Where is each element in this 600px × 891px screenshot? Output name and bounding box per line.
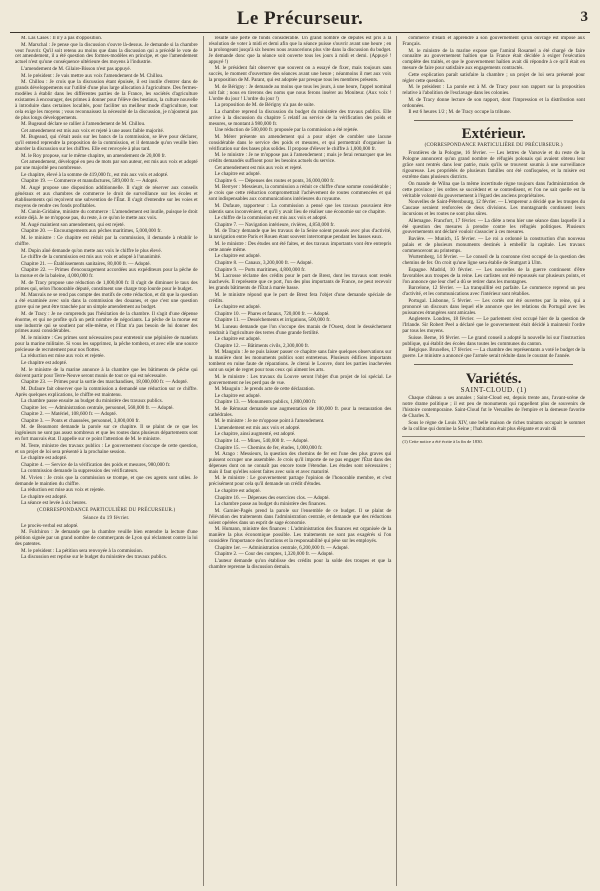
article-paragraph: M. le ministre : Je ne m'oppose pas à l'amendement ; mais je ferai remarquer que les crédits demandés suffisent pour les besoins actuels du service. bbox=[208, 152, 392, 165]
article-paragraph: Le procès-verbal est adopté. bbox=[21, 522, 79, 529]
article-paragraph: Chapitre 6. — Dépenses des routes et ponts, 36,000,000 fr. bbox=[214, 177, 335, 184]
article-paragraph: M. Berryer : Messieurs, la commission a réduit ce chiffre d'une somme considérable ; je crois que cette réduction compromettrait l'achèvement de routes commencées et qui sont indispensables aux communications intérieures du royaume. bbox=[208, 184, 392, 203]
article-paragraph: Le chapitre est adopté. bbox=[214, 171, 261, 178]
article-paragraph: La chambre reprend la discussion du budget du ministère des travaux publics. Elle arrive à la discussion du chapitre 5 relatif au service de la vérification des poids et mesures, se montant à 980,000 fr. bbox=[208, 108, 392, 127]
article-paragraph: Barcelone, 12 février. — La tranquillité est parfaite. Le commerce reprend un peu d'activité, et les communications avec l'intérieur sont rétablies. bbox=[402, 285, 586, 298]
article-paragraph: Cet amendement est mis aux voix et rejeté à une assez faible majorité. bbox=[21, 127, 164, 134]
article-paragraph: Frontières de la Pologne, 16 février. — Les lettres de Varsovie et du reste de la Pologne annoncent qu'un grand nombre de réfugiés polonais qui avaient obtenu leur grâce sont rentrés dans leur patrie, mais qu'ils se trouvent soumis à une surveillance rigoureuse. Les propriétés de plusieurs familles ont été confisquées, et la misère est extrême dans plusieurs districts. bbox=[402, 150, 586, 181]
article-paragraph: La discussion est reprise sur le budget du ministère des travaux publics. bbox=[21, 554, 167, 561]
article-paragraph: Le chapitre est adopté. bbox=[21, 455, 68, 462]
article-paragraph: Chapitre 1er. — Administration centrale, 6,200,000 fr. — Adopté. bbox=[214, 544, 349, 551]
article-paragraph: M. le président : Je vais mettre aux voix l'amendement de M. Chillou. bbox=[21, 72, 164, 79]
article-paragraph: La proposition de M. de Bérigny n'a pas de suite. bbox=[214, 102, 315, 109]
article-paragraph: Cet amendement est mis aux voix et rejeté. bbox=[214, 164, 303, 171]
article-paragraph: Le chapitre est adopté. bbox=[214, 253, 261, 260]
article-paragraph: Chapitre 13. — Monuments publics, 1,800,000 fr. bbox=[214, 399, 317, 406]
article-paragraph: Angleterre. Londres, 18 février. — Le parlement s'est occupé hier de la question de l'Irlande. Sir Robert Peel a déclaré que le gouvernement était décidé à maintenir l'ordre par tous les moyens. bbox=[402, 316, 586, 335]
article-paragraph: M. le président : La parole est à M. de Tracy pour son rapport sur la proposition relative à l'abolition de l'esclavage dans les colonies. bbox=[402, 84, 586, 97]
column-right bbox=[396, 36, 590, 886]
article-paragraph: M. Dupin aîné demande qu'on mette aux voix le chiffre le plus élevé. bbox=[21, 247, 162, 254]
article-paragraph: L'auteur demande qu'on établisse des crédits pour la solde des troupes et que la chambre reprenne la discussion demain. bbox=[208, 557, 392, 570]
article-paragraph: M. Augé propose une disposition additionnelle. Il s'agit de réserver aux conseils généraux et aux chambres de commerce le droit de surveillance sur les écoles et établissements qui reçoivent une subvention de l'État. Il s'agit d'entendre sur les voies et moyens de rendre ces fonds profitables. bbox=[15, 185, 198, 209]
article-paragraph: Chapitre 4. — Service de la vérification des poids et mesures, 980,000 fr. bbox=[21, 461, 171, 468]
article-paragraph: Le chapitre est adopté. bbox=[214, 392, 261, 399]
article-paragraph: La chambre passe ensuite au budget du ministère des travaux publics. bbox=[21, 398, 163, 405]
article-paragraph: M. de Bérigny : Je demande au moins que tous les jours, à une heure, l'appel nominal soit fait ; nous en tirerons des noms que nous ferons insérer au Moniteur. (Aux voix ! L'ordre du jour ! L'ordre du jour !) bbox=[208, 83, 392, 102]
exterieur-subheading: (CORRESPONDANCE PARTICULIÈRE DU PRÉCURSEUR.) bbox=[424, 143, 563, 149]
article-paragraph: Chapitre 20. — Encouragements aux pêches maritimes, 5,000,000 fr. bbox=[21, 228, 162, 235]
article-paragraph: M. Dufaure fait observer que la commission a demandé une réduction sur ce chiffre. Après quelques explications, le chiffre est maintenu. bbox=[15, 385, 198, 398]
article-paragraph: La réduction est mise aux voix et rejetée. bbox=[21, 487, 105, 494]
section-divider bbox=[414, 120, 573, 121]
column-middle bbox=[203, 36, 397, 886]
masthead bbox=[10, 6, 590, 33]
article-paragraph: Cet amendement, développé en peu de mots par son auteur, est mis aux voix et adopté par une majorité peu nombreuse. bbox=[15, 159, 198, 172]
article-paragraph: On mande de Wilna que la même incertitude règne toujours dans l'administration de cette province ; les ordres se succèdent et se contredisent, et l'on ne sait quelle est la véritable volonté du gouvernement à l'égard des anciens propriétaires. bbox=[402, 180, 586, 199]
article-paragraph: M. Teste, ministre des travaux publics : Le gouvernement s'occupe de cette question, et un projet de loi sera présenté à la prochaine session. bbox=[15, 442, 198, 455]
newspaper-title: Le Précurseur. bbox=[236, 8, 364, 29]
article-paragraph: Le chapitre est adopté. bbox=[214, 304, 261, 311]
article-paragraph: Espagne. Madrid, 10 février. — Les nouvelles de la guerre continuent d'être favorables aux troupes de la reine. Les carlistes ont été repoussés sur plusieurs points, et l'on annonce que leur chef a dû se retirer dans les montagnes. bbox=[402, 266, 586, 285]
article-paragraph: Chapitre 16. — Dépenses des exercices clos. — Adopté. bbox=[214, 494, 330, 501]
article-paragraph: Chapitre 11. — Dessèchements et irrigations, 500,000 fr. bbox=[214, 317, 331, 324]
article-paragraph: Une réduction de 500,000 fr. proposée par la commission a été rejetée. bbox=[214, 127, 359, 134]
article-paragraph: Chapitre 15. — Chemins de fer, études, 1,000,000 fr. bbox=[214, 444, 323, 451]
article-paragraph: Chapitre 2. — Cour des comptes, 1,320,000 fr. — Adopté. bbox=[214, 551, 334, 558]
article-paragraph: M. Vivien : Je crois que la commission se trompe, et que ces agents sont utiles. Je demande le maintien du chiffre. bbox=[15, 474, 198, 487]
article-paragraph: Le chapitre, élevé à la somme de 419,000 fr., est mis aux voix et adopté. bbox=[21, 171, 169, 178]
article-paragraph: M. le ministre : Des études ont été faites, et des travaux importants vont être entrepris cette année même. bbox=[208, 240, 392, 253]
article-paragraph: M. Marschal : Je pense que la discussion s'ouvre là-dessus. Je demande si la chambre veut l'ouvrir. Qu'il soit retenu au moins que dans la discussion qui a précédé le vote de cet amendement, il a été question des formes-modèles en principe, et que l'amendement actuel n'est qu'une conséquence ultérieure des moyens à l'industrie. bbox=[15, 41, 198, 66]
article-paragraph: Chapitre 7. — Navigation intérieure, rivières, 4,850,000 fr. bbox=[214, 221, 335, 228]
article-paragraph: Chapitre 1er. — Administration centrale, personnel, 568,000 fr. — Adopté. bbox=[21, 404, 174, 411]
article-paragraph: Chapitre 2. — Matériel, 108,600 fr. — Adopté. bbox=[21, 411, 117, 418]
article-paragraph: M. Chillou : Je crois que la discussion étant épuisée, il est inutile d'entrer dans de grands développements sur l'utilité d'une plus large allocation à l'agriculture. Des fermes-modèles à établir dans les différentes parties de la France, les sociétés d'agriculture existantes à encourager, des primes à donner pour l'élève des bestiaux, la culture nouvelle à introduire dans certaines localités, pour faciliter un meilleur mode d'agriculture, tout cela exige les moyens ; vous reconnaissez la nécessité de la discussion, je n'ajouterai pas de plus longs développements. bbox=[15, 79, 198, 121]
article-paragraph: M. Lacrosse réclame des crédits pour le port de Brest, dont les travaux sont restés inachevés. Il représente que ce port, l'un des plus importants de France, ne peut recevoir les grands bâtiments de l'État à marée basse. bbox=[208, 273, 392, 291]
article-paragraph: Chapitre 23. — Primes pour la sortie des marchandises, 18,000,000 fr. — Adopté. bbox=[21, 379, 188, 386]
article-paragraph: M. le Roy propose, sur le même chapitre, un amendement de 20,000 fr. bbox=[21, 152, 166, 159]
article-paragraph: M. Mauguin : Je prends acte de cette déclaration. bbox=[214, 386, 315, 393]
article-paragraph: La réduction est mise aux voix et rejetée. bbox=[21, 353, 105, 360]
article-paragraph: M. Las Cases : Il n'y a pas d'opposition. bbox=[21, 36, 103, 41]
article-paragraph: M. le ministre : Je ne m'oppose point à l'amendement. bbox=[214, 418, 325, 425]
article-paragraph: M. Humann, ministre des finances : L'administration des finances est organisée de la manière la plus économique possible. Les traitements ne sont pas exagérés si l'on considère l'importance des fonctions et la responsabilité qui pèse sur les employés. bbox=[208, 526, 392, 544]
page-number: 3 bbox=[580, 9, 588, 25]
article-paragraph: M. de Beaumont demande la parole sur ce chapitre. Il se plaint de ce que les ingénieurs ne sont pas assez nombreux et que les routes dans plusieurs départements sont en fort mauvais état. Il appelle sur ce point l'attention de M. le ministre. bbox=[15, 424, 198, 443]
article-paragraph: M. Mauguin : Je ne puis laisser passer ce chapitre sans faire quelques observations sur la manière dont les monuments publics sont entretenus. Plusieurs édifices importants tombent en ruine faute de réparations. Je citerai le Louvre, dont les parties inachevées sont un sujet de regret pour tous ceux qui aiment les arts. bbox=[208, 349, 392, 374]
article-paragraph: Chapitre 14. — Mines, 540,000 fr. — Adopté. bbox=[214, 437, 309, 444]
article-paragraph: L'amendement est mis aux voix et adopté. bbox=[214, 424, 301, 431]
article-paragraph: Le chapitre est adopté. bbox=[21, 493, 68, 500]
article-paragraph: M. Bugeaud déclare se rallier à l'amendement de M. Chillou. bbox=[21, 121, 146, 128]
article-paragraph: M. Bugeaud, qui s'était assis sur les bancs de la commission, se lève pour déclarer, qu'il entend reprendre la proposition de la commission, et il demande qu'on veuille bien aborder la discussion sur les chiffres. Elle est renvoyée à plus tard. bbox=[15, 134, 198, 153]
article-paragraph: Bavière. — Munich, 15 février. — Le roi a ordonné la construction d'un nouveau palais et de plusieurs monuments destinés à embellir la capitale. Les travaux commenceront au printemps. bbox=[402, 236, 586, 254]
article-paragraph: résulte une perte de fonds considérable. Un grand nombre de députés est pris à la résolution de voter à midi et demi afin que la séance puisse s'ouvrir avant une heure ; en la prolongeant jusqu'à six heures nous avancerions plus vite dans la discussion du budget. Je demande donc que la séance soit ouverte tous les jours à midi et demi. (Appuyé ! appuyé !) bbox=[208, 36, 392, 65]
article-paragraph: Chapitre 10. — Phares et fanaux, 720,000 fr. — Adopté. bbox=[214, 310, 330, 317]
article-paragraph: Chapitre 8. — Canaux, 3,200,000 fr. — Adopté. bbox=[214, 260, 313, 266]
section-divider bbox=[414, 364, 573, 365]
article-paragraph: Nouvelles de Saint-Pétersbourg, 12 février. — L'empereur a décidé que les troupes du Caucase seraient renforcées de deux divisions. Les montagnards continuent leurs incursions et les routes ne sont plus sûres. bbox=[402, 199, 586, 218]
article-paragraph: M. Luneau demande que l'on s'occupe des marais de l'Ouest, dont le dessèchement rendrait à l'agriculture des terres d'une grande fertilité. bbox=[208, 323, 392, 336]
article-paragraph: M. Mauvais ne se rend pas compte des motifs de cette réduction, et dit que la question a été examinée avec soin dans la commission des douanes, et que c'est une question grave qui ne peut être tranchée par un simple amendement au budget. bbox=[15, 292, 198, 311]
article-paragraph: M. Fulchiron : Je demande que la chambre veuille bien entendre la lecture d'une pétition signée par un grand nombre de commerçants de Lyon qui réclament contre la loi des patentes. bbox=[15, 529, 198, 548]
article-paragraph: Allemagne. Francfort, 17 février. — La diète a tenu hier une séance dans laquelle il a été question des mesures à prendre contre les réfugiés politiques. Plusieurs gouvernements ont déclaré vouloir s'associer à ces mesures. bbox=[402, 217, 586, 236]
article-paragraph: M. le ministre de la marine annonce à la chambre que les bâtiments de pêche qui doivent partir pour Terre-Neuve seront munis de tout ce qui est nécessaire. bbox=[15, 366, 198, 379]
article-paragraph: Chapitre 21. — Établissements sanitaires, 80,000 fr. — Adopté. bbox=[21, 260, 151, 267]
article-paragraph: Il est 6 heures 1/2 ; M. de Tracy occupe la tribune. bbox=[408, 109, 511, 116]
article-paragraph: M. Augé maintient son amendement, qui est rejeté. bbox=[21, 221, 125, 228]
article-paragraph: M. Arago : Messieurs, la question des chemins de fer est l'une des plus graves qui puissent occuper une assemblée. Je crois qu'il importe de ne pas engager l'État dans des dépenses dont on ne connaît pas encore toute l'étendue. Les études sont nécessaires ; mais il faut qu'elles soient faites avec soin et avec maturité. bbox=[208, 451, 392, 475]
article-paragraph: Chapitre 9. — Ports maritimes, 4,800,000 fr. bbox=[214, 266, 306, 273]
article-paragraph: Chapitre 3. — Ponts et chaussées, personnel, 3,800,000 fr. bbox=[21, 417, 140, 424]
article-paragraph: M. le ministre répond que le port de Brest fera l'objet d'une demande spéciale de crédits. bbox=[208, 291, 392, 304]
article-paragraph: M. le ministre : Les travaux du Louvre seront l'objet d'un projet de loi spécial. Le gouvernement ne les perd pas de vue. bbox=[208, 373, 392, 386]
session-date: Séance du 19 février. bbox=[83, 515, 130, 521]
article-paragraph: M. le ministre : Ces primes sont nécessaires pour entretenir une pépinière de matelots pour la marine militaire. Si vous les supprimez, la pêche tombera, et avec elle une source précieuse de recrutement pour nos flottes. bbox=[15, 335, 198, 353]
article-paragraph: La commission demande la suppression des vérificateurs. bbox=[21, 468, 139, 475]
article-paragraph: M. le ministre : Ce chapitre est réduit par la commission, il demande à rétablir le chiffre. bbox=[15, 235, 198, 247]
article-paragraph: Sous le règne de Louis XIV, une belle maison de riches traitants occupait le sommet de la colline qui domine la Seine ; l'habitation était plus élégante et avait dû bbox=[402, 419, 586, 432]
article-paragraph: M. de Tracy : Je ne comprends pas l'hésitation de la chambre. Il s'agit d'une dépense énorme, et qui ne profite qu'à un petit nombre de négociants. La pêche de la morue est une industrie qui se soutient par elle-même, et l'État n'a pas besoin de lui donner des primes aussi considérables. bbox=[15, 310, 198, 335]
article-paragraph: M. Cunin-Gridaine, ministre du commerce : L'amendement est inutile, puisque le droit existe déjà. Je ne m'oppose pas, du reste, à ce qu'on le mette aux voix. bbox=[15, 209, 198, 222]
article-paragraph: Le chapitre est adopté. bbox=[21, 360, 68, 366]
article-paragraph: L'amendement de M. Gilaire-Bisson n'est pas appuyé. bbox=[21, 65, 131, 72]
article-paragraph: Wurtemberg, 14 février. — Le conseil de la couronne s'est occupé de la question des chemins de fer. On croit qu'une ligne sera établie de Stuttgart à Ulm. bbox=[402, 254, 586, 267]
article-paragraph: M. Mérer présente un amendement qui a pour objet de combler une lacune considérable dans le service des poids et mesures, et qui permettrait d'organiser la vérification sur des bases plus solides. Il propose d'élever le chiffre à 1,000,000 fr. bbox=[208, 133, 392, 152]
article-paragraph: Suisse. Berne, 16 février. — Le grand conseil a adopté la nouvelle loi sur l'instruction publique, qui établit des écoles dans toutes les communes du canton. bbox=[402, 334, 586, 347]
article-paragraph: M. le ministre : Le gouvernement partage l'opinion de l'honorable membre, et c'est précisément pour cela qu'il demande un crédit d'études. bbox=[208, 475, 392, 488]
section-heading-varietes: Variétés. bbox=[465, 371, 522, 388]
article-paragraph: Chapitre 22. — Primes d'encouragement accordées aux expéditeurs pour la pêche de la morue et de la baleine, 4,000,000 fr. bbox=[15, 267, 198, 280]
article-paragraph: Belgique. Bruxelles, 17 février. — La chambre des représentants a voté le budget de la guerre. Le ministre a annoncé que l'armée serait réduite dans le courant de l'année. bbox=[402, 347, 586, 360]
article-paragraph: Chapitre 12. — Bâtiments civils, 2,300,000 fr. bbox=[214, 342, 310, 349]
varietes-subheading: SAINT-CLOUD. (1) bbox=[460, 386, 527, 395]
article-paragraph: M. de Tracy demande que les travaux de la Seine soient poussés avec plus d'activité, la navigation entre Paris et Rouen étant souvent interrompue pendant les basses eaux. bbox=[208, 228, 392, 241]
article-paragraph: Le chapitre est adopté. bbox=[214, 336, 261, 343]
article-paragraph: commerce d'Haïti et apprendre à son gouvernement qu'un ouvrage est imposé aux Français. bbox=[402, 36, 586, 47]
article-paragraph: La séance est levée à six heures. bbox=[21, 500, 87, 507]
article-paragraph: M. de Tracy propose une réduction de 1,000,000 fr. Il s'agit de diminuer le taux des primes qui, selon l'honorable député, constituent une charge trop lourde pour le budget. bbox=[15, 279, 198, 292]
article-paragraph: M. Garnier-Pagès prend la parole sur l'ensemble de ce budget. Il se plaint de l'élévation des traitements dans l'administration centrale, et demande que des réductions soient opérées dans un esprit de sage économie. bbox=[208, 507, 392, 526]
article-paragraph: M. le ministre de la marine expose que l'amiral Rosamel a été chargé de faire connaître au gouvernement haïtien que la France était décidée à exiger l'exécution complète des traités, et que le gouvernement haïtien avait dû répondre à ce qu'il était en mesure de faire pour satisfaire aux engagements contractés. bbox=[402, 47, 586, 72]
article-paragraph: M. de Tracy donne lecture de son rapport, dont l'impression et la distribution sont ordonnées. bbox=[402, 96, 586, 109]
article-paragraph: Chaque château a ses annales ; Saint-Cloud est, depuis trente ans, l'avant-scène de notre drame politique ; il est peu de monuments qui rappellent plus de souvenirs de l'histoire contemporaine. Saint-Cloud fut le Versailles de l'empire et la demeure favorite de Charles X. bbox=[402, 395, 586, 420]
columns bbox=[10, 36, 590, 886]
article-paragraph: Portugal. Lisbonne, 5 février. — Les cortès ont été ouvertes par la reine, qui a prononcé un discours dans lequel elle annonce que les relations du Portugal avec les puissances étrangères sont amicales. bbox=[402, 297, 586, 316]
article-paragraph: Chapitre 19. — Commerce et manufactures, 589,000 fr. — Adopté. bbox=[21, 178, 159, 185]
article-paragraph: Le chiffre de la commission est mis aux voix et adopté à l'unanimité. bbox=[21, 254, 162, 261]
correspondence-heading: (CORRESPONDANCE PARTICULIÈRE DU PRÉCURSEUR.) bbox=[37, 508, 176, 514]
article-paragraph: Le chiffre de la commission est mis aux voix et adopté. bbox=[214, 215, 328, 222]
article-paragraph: Cette explication paraît satisfaire la chambre ; un projet de loi sera présenté pour régler cette question. bbox=[402, 71, 586, 84]
article-paragraph: M. de Rémusat demande une augmentation de 100,000 fr. pour la restauration des cathédrales. bbox=[208, 405, 392, 418]
article-paragraph: La chambre passe au budget du ministère des finances. bbox=[214, 501, 327, 508]
section-heading-exterieur: Extérieur. bbox=[461, 126, 526, 143]
article-paragraph: Le chapitre est adopté. bbox=[214, 487, 261, 494]
article-paragraph: M. le président fait observer que souvent on a essayé de fixer, mais toujours sans succès, le moment d'ouverture des séances avant une heure ; néanmoins il met aux voix la proposition de M. Parant, qui est adoptée par presque tous les membres présents. bbox=[208, 65, 392, 84]
article-paragraph: M. Dufaure, rapporteur : La commission a pensé que les travaux pouvaient être ralentis sans inconvénient, et qu'il y avait lieu de réaliser une économie sur ce chapitre. bbox=[208, 202, 392, 215]
article-paragraph: Le chapitre, ainsi augmenté, est adopté. bbox=[214, 431, 296, 438]
article-paragraph: M. le président : La pétition sera renvoyée à la commission. bbox=[21, 547, 143, 554]
column-left bbox=[10, 36, 203, 886]
footnote: (1) Cette notice a été écrite à la fin de 1830. bbox=[402, 436, 585, 445]
